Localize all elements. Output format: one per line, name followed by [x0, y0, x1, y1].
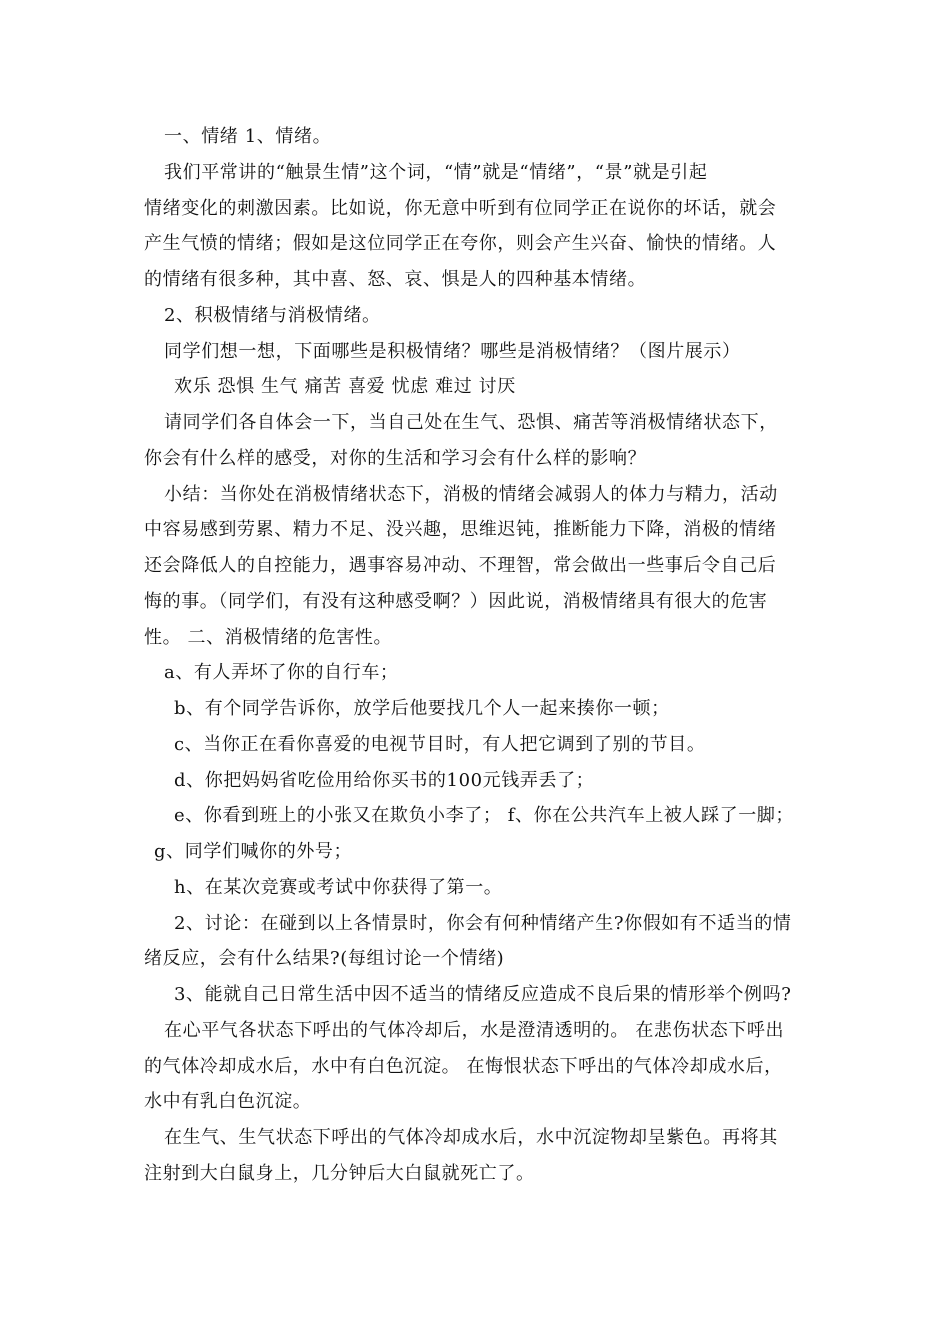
- scenario-item: b、有个同学告诉你，放学后他要找几个人一起来揍你一顿；: [174, 698, 670, 719]
- scenario-item: h、在某次竞赛或考试中你获得了第一。: [174, 877, 503, 898]
- summary-line: 性。 二、消极情绪的危害性。: [144, 627, 393, 648]
- heading-emotion: 一、情绪 1、情绪。: [164, 126, 332, 147]
- summary-line: 小结：当你处在消极情绪状态下，消极的情绪会减弱人的体力与精力，活动: [164, 484, 778, 505]
- scenario-item: a、有人弄坏了你的自行车；: [164, 662, 399, 683]
- heading-positive-negative: 2、积极情绪与消极情绪。: [164, 305, 381, 326]
- experiment-line: 在生气、生气状态下呼出的气体冷却成水后，水中沉淀物却呈紫色。再将其: [164, 1127, 778, 1148]
- paragraph-line: 同学们想一想，下面哪些是积极情绪？哪些是消极情绪？（图片展示）: [164, 341, 741, 362]
- paragraph-line: 请同学们各自体会一下，当自己处在生气、恐惧、痛苦等消极情绪状态下，: [164, 412, 778, 433]
- experiment-line: 的气体冷却成水后，水中有白色沉淀。 在悔恨状态下呼出的气体冷却成水后，: [144, 1056, 783, 1077]
- experiment-line: 水中有乳白色沉淀。: [144, 1091, 312, 1112]
- scenario-item: e、你看到班上的小张又在欺负小李了； f、你在公共汽车上被人踩了一脚；: [174, 805, 795, 826]
- summary-line: 悔的事。（同学们，有没有这种感受啊？）因此说，消极情绪具有很大的危害: [144, 591, 768, 612]
- experiment-line: 在心平气各状态下呼出的气体冷却后，水是澄清透明的。 在悲伤状态下呼出: [164, 1020, 785, 1041]
- summary-line: 还会降低人的自控能力，遇事容易冲动、不理智，常会做出一些事后令自己后: [144, 555, 777, 576]
- paragraph-line: 我们平常讲的“触景生情”这个词，“情”就是“情绪”，“景”就是引起: [164, 162, 708, 183]
- paragraph-line: 产生气愤的情绪；假如是这位同学正在夸你，则会产生兴奋、愉快的情绪。人: [144, 233, 777, 254]
- paragraph-line: 你会有什么样的感受，对你的生活和学习会有什么样的影响？: [144, 448, 647, 469]
- discussion-line: 绪反应，会有什么结果?(每组讨论一个情绪): [144, 948, 505, 969]
- discussion-line: 2、讨论：在碰到以上各情景时，你会有何种情绪产生?你假如有不适当的情: [174, 913, 792, 934]
- paragraph-line: 的情绪有很多种，其中喜、怒、哀、惧是人的四种基本情绪。: [144, 269, 647, 290]
- scenario-item: g、同学们喊你的外号；: [154, 841, 353, 862]
- scenario-item: c、当你正在看你喜爱的电视节目时，有人把它调到了别的节目。: [174, 734, 706, 755]
- experiment-line: 注射到大白鼠身上，几分钟后大白鼠就死亡了。: [144, 1163, 535, 1184]
- scenario-item: d、你把妈妈省吃俭用给你买书的100元钱弄丢了；: [174, 770, 595, 791]
- paragraph-line: 情绪变化的刺激因素。比如说，你无意中听到有位同学正在说你的坏话，就会: [144, 198, 777, 219]
- summary-line: 中容易感到劳累、精力不足、没兴趣，思维迟钝，推断能力下降，消极的情绪: [144, 519, 777, 540]
- emotion-word-list: 欢乐 恐惧 生气 痛苦 喜爱 忧虑 难过 讨厌: [174, 376, 516, 397]
- discussion-line: 3、能就自己日常生活中因不适当的情绪反应造成不良后果的情形举个例吗?: [174, 984, 792, 1005]
